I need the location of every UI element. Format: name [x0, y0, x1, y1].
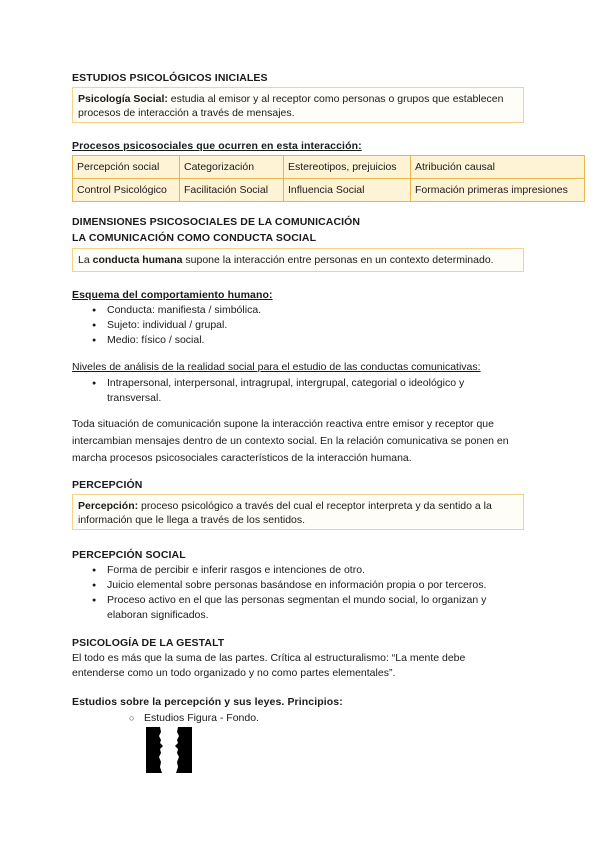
heading-dimensiones: DIMENSIONES PSICOSOCIALES DE LA COMUNICACIÓN — [72, 216, 361, 228]
table-cell: Estereotipos, prejuicios — [284, 156, 411, 179]
table-cell: Formación primeras impresiones — [411, 179, 585, 202]
term-percepcion: Percepción: — [78, 500, 139, 512]
term-psicologia-social: Psicología Social: — [78, 93, 168, 105]
processes-table — [72, 155, 585, 202]
heading-conducta-social: LA COMUNICACIÓN COMO CONDUCTA SOCIAL — [72, 232, 317, 244]
table-row — [73, 179, 585, 202]
table-cell: Control Psicológico — [73, 179, 180, 202]
heading-estudios-iniciales: ESTUDIOS PSICOLÓGICOS INICIALES — [72, 72, 268, 84]
heading-gestalt: PSICOLOGÍA DE LA GESTALT — [72, 637, 225, 649]
heading-esquema: Esquema del comportamiento humano: — [72, 289, 273, 301]
list-item: ● Forma de percibir e inferir rasgos e intenciones de otro. — [92, 563, 522, 578]
term-conducta-humana: conducta humana — [92, 254, 183, 266]
definition-prefix: La — [78, 254, 93, 266]
list-item: ● Juicio elemental sobre personas basándose en información propia o por terceros. — [92, 578, 522, 593]
heading-procesos: Procesos psicosociales que ocurren en esta interacción: — [72, 140, 362, 152]
heading-niveles: Niveles de análisis de la realidad social para el estudio de las conductas comunicativas: — [72, 361, 481, 373]
list-item: ● Conducta: manifiesta / simbólica. — [92, 303, 261, 318]
table-cell: Facilitación Social — [180, 179, 284, 202]
esquema-list — [92, 303, 261, 348]
definition-box-conducta-humana — [72, 248, 524, 272]
definition-text: estudia al emisor y al receptor como personas o grupos que establecen procesos de interacción a través de mensajes. — [78, 93, 504, 119]
definition-box-psicologia-social — [72, 87, 524, 123]
estudios-list — [129, 711, 259, 726]
paragraph-comunicacion: Toda situación de comunicación supone la interacción reactiva entre emisor y receptor que intercambian mensajes dentro de un contexto social. En la relación comunicativa se ponen en marcha procesos psicosociales característicos de la interacción humana. — [72, 418, 509, 464]
definition-box-percepcion — [72, 494, 524, 530]
definition-text: proceso psicológico a través del cual el receptor interpreta y da sentido a la información que le llega a través de los sentidos. — [78, 500, 492, 526]
table-cell: Influencia Social — [284, 179, 411, 202]
list-item: ○ Estudios Figura - Fondo. — [129, 711, 259, 726]
heading-percepcion: PERCEPCIÓN — [72, 479, 143, 491]
list-item: ● Sujeto: individual / grupal. — [92, 318, 261, 333]
list-item: ● Intrapersonal, interpersonal, intragrupal, intergrupal, categorial o ideológico y transversal. — [92, 376, 502, 406]
table-cell: Atribución causal — [411, 156, 585, 179]
list-item: ● Proceso activo en el que las personas segmentan el mundo social, lo organizan y elaboran significados. — [92, 593, 522, 623]
table-cell: Percepción social — [73, 156, 180, 179]
heading-estudios-percepcion: Estudios sobre la percepción y sus leyes. Principios: — [72, 696, 343, 708]
table-row — [73, 156, 585, 179]
definition-text: supone la interacción entre personas en un contexto determinado. — [182, 254, 494, 266]
heading-percepcion-social: PERCEPCIÓN SOCIAL — [72, 549, 186, 561]
table-cell: Categorización — [180, 156, 284, 179]
figure-ground-faces-vase-image — [146, 727, 192, 773]
paragraph-gestalt: El todo es más que la suma de las partes. Crítica al estructuralismo: “La mente debe entenderse como un todo organizado y no como partes elementales”. — [72, 652, 466, 679]
niveles-list — [92, 376, 502, 406]
list-item: ● Medio: físico / social. — [92, 333, 261, 348]
percepcion-social-list — [92, 563, 522, 623]
